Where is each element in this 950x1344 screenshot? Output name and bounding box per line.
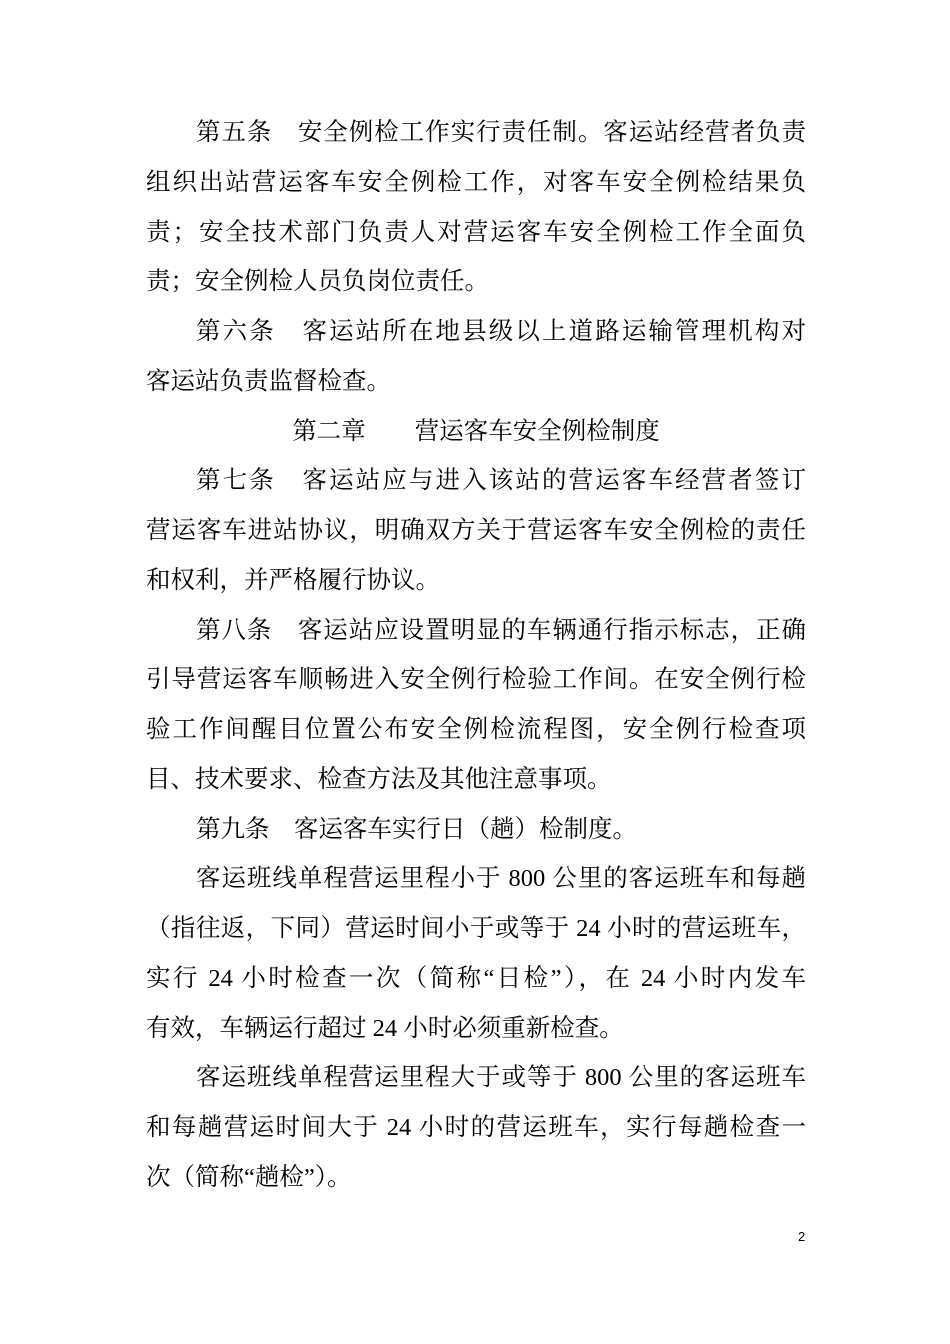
text-line: 客运站负责监督检查。 <box>146 367 391 395</box>
text-line: 客运班线单程营运里程小于 800 公里的客运班车和每趟 <box>196 865 806 893</box>
text-line: 第七条 客运站应与进入该站的营运客车经营者签订 <box>196 467 806 495</box>
text-line: 责；安全例检人员负岗位责任。 <box>146 268 489 296</box>
article-5-paragraph <box>146 108 806 307</box>
text-line: 第六条 客运站所在地县级以上道路运输管理机构对 <box>196 318 806 345</box>
chapter-heading: 第二章 营运客车安全例检制度 <box>292 417 660 445</box>
article-7-paragraph <box>146 456 806 605</box>
text-line: 第九条 客运客车实行日（趟）检制度。 <box>196 815 637 843</box>
text-line: 第五条 安全例检工作实行责任制。客运站经营者负责 <box>196 119 806 146</box>
article-6-paragraph <box>146 307 806 407</box>
text-line: 次（简称“趟检”）。 <box>146 1163 352 1191</box>
text-line: 第八条 客运站应设置明显的车辆通行指示标志，正确 <box>196 616 806 644</box>
text-line: 和权利，并严格履行协议。 <box>146 566 440 594</box>
text-line: 客运班线单程营运里程大于或等于 800 公里的客运班车 <box>196 1064 806 1092</box>
text-line: 有效，车辆运行超过 24 小时必须重新检查。 <box>146 1014 624 1042</box>
trip-check-paragraph <box>146 1053 806 1202</box>
text-line: 营运客车进站协议，明确双方关于营运客车安全例检的责任 <box>146 517 806 544</box>
text-line: 目、技术要求、检查方法及其他注意事项。 <box>146 765 612 793</box>
article-9-paragraph <box>146 805 806 855</box>
text-line: 责；安全技术部门负责人对营运客车安全例检工作全面负 <box>146 218 806 246</box>
text-line: 组织出站营运客车安全例检工作，对客车安全例检结果负 <box>146 168 806 196</box>
text-line: 实行 24 小时检查一次（简称“日检”），在 24 小时内发车 <box>146 964 806 992</box>
text-line: （指往返，下同）营运时间小于或等于 24 小时的营运班车， <box>146 915 806 942</box>
daily-check-paragraph <box>146 854 806 1053</box>
document-body <box>146 108 806 1203</box>
article-8-paragraph <box>146 606 806 805</box>
page-number: 2 <box>798 1229 806 1244</box>
text-line: 验工作间醒目位置公布安全例检流程图，安全例行检查项 <box>146 716 806 743</box>
text-line: 引导营运客车顺畅进入安全例行检验工作间。在安全例行检 <box>146 666 806 694</box>
text-line: 和每趟营运时间大于 24 小时的营运班车，实行每趟检查一 <box>146 1114 806 1141</box>
